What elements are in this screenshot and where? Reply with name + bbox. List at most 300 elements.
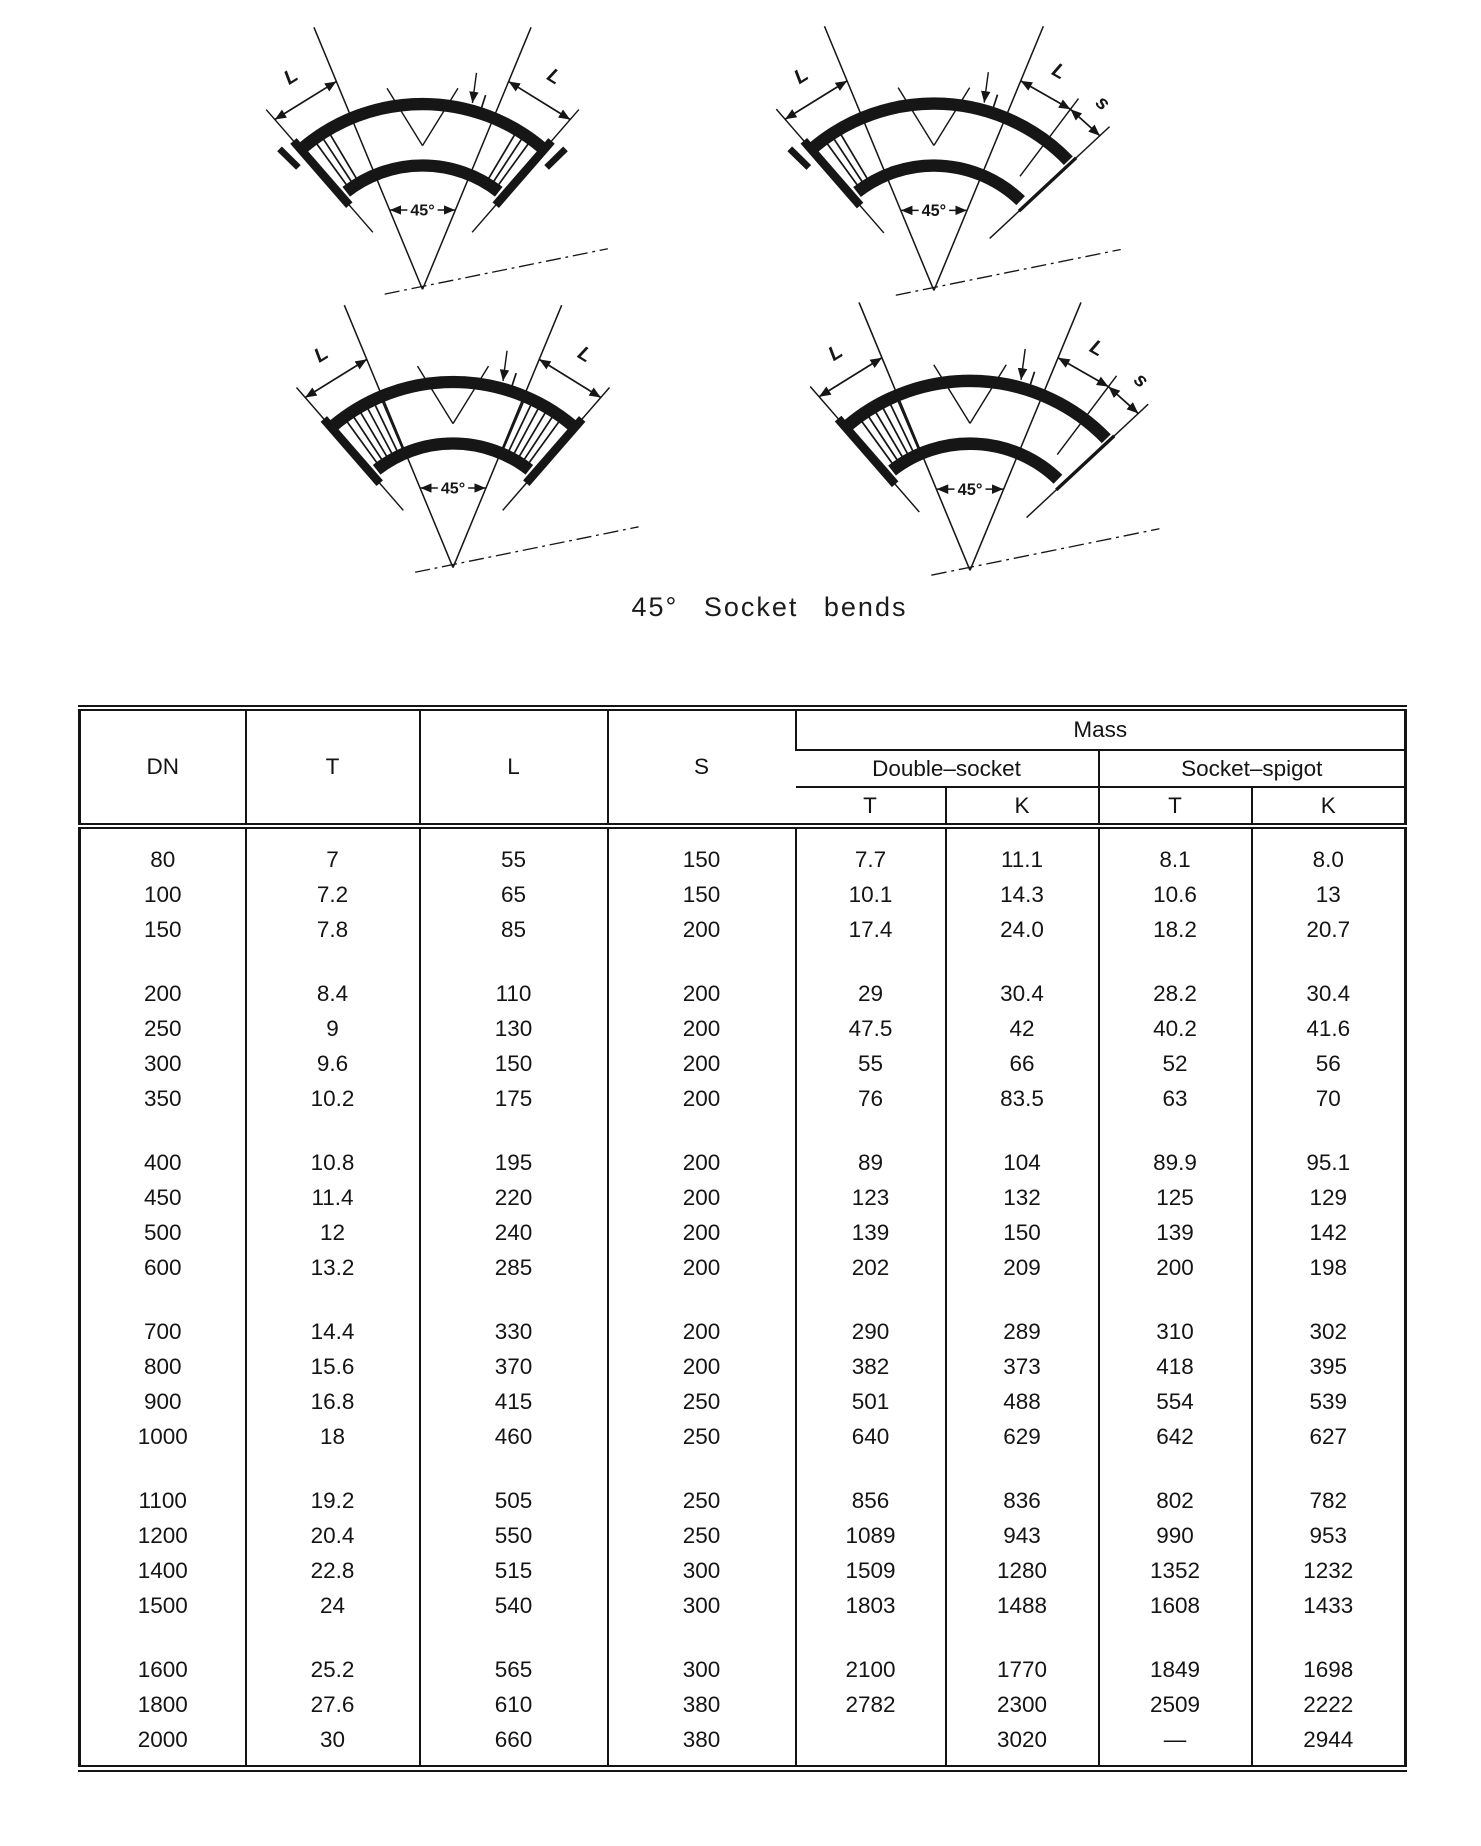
cell-ss-t: 1352 bbox=[1099, 1553, 1252, 1588]
spacer-cell bbox=[420, 1285, 608, 1314]
spacer-cell bbox=[608, 947, 796, 976]
cell-l: 175 bbox=[420, 1081, 608, 1116]
cell-ds-t: 290 bbox=[796, 1314, 946, 1349]
cell-dn: 1000 bbox=[137, 1423, 188, 1449]
cell-s: 250 bbox=[608, 1483, 796, 1518]
cell-ds-t: 1509 bbox=[796, 1553, 946, 1588]
dim-right-label: L bbox=[573, 342, 596, 368]
cell-ds-k: 132 bbox=[946, 1180, 1099, 1215]
cell-ss-k: 1232 bbox=[1252, 1553, 1406, 1588]
cell-dn: 1600 bbox=[137, 1656, 188, 1682]
cell-ds-k: 488 bbox=[946, 1384, 1099, 1419]
cell-dn: 800 bbox=[143, 1353, 182, 1379]
cell-t: 11.4 bbox=[246, 1180, 420, 1215]
cell-ds-k: 104 bbox=[946, 1145, 1099, 1180]
cell-ds-k: 629 bbox=[946, 1419, 1099, 1454]
cell-ss-t: — bbox=[1099, 1722, 1252, 1757]
angle-leg-right bbox=[423, 27, 532, 289]
spacer-cell bbox=[608, 1757, 796, 1768]
cell-t: 13.2 bbox=[246, 1250, 420, 1285]
cell-ss-k: 198 bbox=[1252, 1250, 1406, 1285]
cell-dn: 200 bbox=[143, 980, 182, 1006]
right-socket-ring bbox=[500, 394, 527, 457]
inner-wall bbox=[857, 166, 1021, 201]
cell-ss-k: 8.0 bbox=[1252, 842, 1406, 877]
cell-s: 200 bbox=[608, 1180, 796, 1215]
diagram-double-socket-bend-1 bbox=[205, 14, 640, 300]
spacer-cell bbox=[608, 1623, 796, 1652]
angle-leg-left bbox=[824, 26, 933, 290]
spacer-row bbox=[80, 1454, 1406, 1483]
spacer-cell bbox=[796, 1454, 946, 1483]
diagram-double-socket-bend-2 bbox=[232, 293, 674, 577]
angle-leg-left bbox=[314, 27, 423, 289]
cell-s: 250 bbox=[608, 1384, 796, 1419]
cell-ss-t: 990 bbox=[1099, 1518, 1252, 1553]
spacer-cell bbox=[420, 1623, 608, 1652]
cell-ss-t: 10.6 bbox=[1099, 877, 1252, 912]
cell-t: 12 bbox=[246, 1215, 420, 1250]
cell-ds-k: 209 bbox=[946, 1250, 1099, 1285]
cell-l: 515 bbox=[420, 1553, 608, 1588]
cell-s: 200 bbox=[608, 1046, 796, 1081]
spacer-cell bbox=[420, 1116, 608, 1145]
cell-s: 150 bbox=[608, 877, 796, 912]
dim-right-label: L bbox=[543, 64, 565, 90]
col-header-ds-t: T bbox=[796, 787, 946, 826]
cell-l: 285 bbox=[420, 1250, 608, 1285]
cell-s: 250 bbox=[608, 1419, 796, 1454]
cell-dn: 300 bbox=[143, 1050, 182, 1076]
cell-dn: 1200 bbox=[137, 1522, 188, 1548]
cell-ds-t: 501 bbox=[796, 1384, 946, 1419]
dim-left-label: L bbox=[824, 340, 847, 366]
cell-t: 7 bbox=[246, 842, 420, 877]
cell-ss-k: 953 bbox=[1252, 1518, 1406, 1553]
col-header-ds-k: K bbox=[946, 787, 1099, 826]
cell-ds-k: 66 bbox=[946, 1046, 1099, 1081]
centerline bbox=[415, 527, 638, 572]
bend-drawing bbox=[232, 293, 674, 577]
cell-ss-t: 89.9 bbox=[1099, 1145, 1252, 1180]
thickness-tick bbox=[512, 373, 517, 387]
cell-ds-k: 14.3 bbox=[946, 877, 1099, 912]
angle-label: 45° bbox=[957, 480, 983, 499]
spacer-cell bbox=[1099, 1757, 1252, 1768]
spacer-cell bbox=[80, 1285, 246, 1314]
cell-ds-t: 7.7 bbox=[796, 842, 946, 877]
table-row bbox=[80, 1553, 1406, 1588]
joint-line-left bbox=[898, 88, 934, 146]
joint-line-right bbox=[970, 365, 1006, 424]
spacer-cell bbox=[1252, 1285, 1406, 1314]
joint-line-left bbox=[934, 365, 970, 424]
joint-line-right bbox=[453, 366, 489, 423]
table-row bbox=[80, 1687, 1406, 1722]
angle-label: 45° bbox=[410, 201, 435, 220]
dimensions-table bbox=[78, 705, 1407, 1772]
cell-dn: 80 bbox=[150, 846, 176, 872]
dim-right-line bbox=[539, 359, 601, 397]
dim-left-label: L bbox=[790, 63, 813, 89]
cell-s: 200 bbox=[608, 1145, 796, 1180]
cell-ds-t: 89 bbox=[796, 1145, 946, 1180]
col-header-l: L bbox=[420, 708, 608, 826]
cell-ss-k: 129 bbox=[1252, 1180, 1406, 1215]
cell-ds-t: 55 bbox=[796, 1046, 946, 1081]
spacer-cell bbox=[1099, 947, 1252, 976]
cell-s: 200 bbox=[608, 1011, 796, 1046]
cell-l: 55 bbox=[420, 842, 608, 877]
cell-t: 25.2 bbox=[246, 1652, 420, 1687]
cell-t: 30 bbox=[246, 1722, 420, 1757]
table-row bbox=[80, 1250, 1406, 1285]
joint-line-left bbox=[417, 366, 453, 423]
cell-s: 300 bbox=[608, 1652, 796, 1687]
spacer-cell bbox=[946, 1285, 1099, 1314]
cell-ss-k: 70 bbox=[1252, 1081, 1406, 1116]
cell-ss-k: 142 bbox=[1252, 1215, 1406, 1250]
table-row bbox=[80, 1314, 1406, 1349]
cell-dn: 1500 bbox=[137, 1592, 188, 1618]
thickness-tick bbox=[993, 95, 998, 110]
cell-t: 22.8 bbox=[246, 1553, 420, 1588]
cell-ds-t: 2100 bbox=[796, 1652, 946, 1687]
spacer-cell bbox=[1252, 1454, 1406, 1483]
cell-ss-t: 40.2 bbox=[1099, 1011, 1252, 1046]
cell-dn: 400 bbox=[143, 1149, 182, 1175]
right-socket-ring bbox=[515, 406, 550, 465]
cell-dn: 450 bbox=[143, 1184, 182, 1210]
cell-ss-k: 1698 bbox=[1252, 1652, 1406, 1687]
cell-l: 85 bbox=[420, 912, 608, 947]
spacer-cell bbox=[796, 1285, 946, 1314]
joint-line-left bbox=[387, 88, 422, 145]
cell-ds-t: 1803 bbox=[796, 1588, 946, 1623]
cell-l: 65 bbox=[420, 877, 608, 912]
spacer-cell bbox=[246, 947, 420, 976]
spacer-row bbox=[80, 1757, 1406, 1768]
spacer-cell bbox=[420, 947, 608, 976]
table-header bbox=[80, 708, 1406, 826]
spacer-cell bbox=[1099, 1285, 1252, 1314]
right-flange-tab bbox=[547, 149, 566, 168]
spacer-cell bbox=[420, 826, 608, 842]
spacer-cell bbox=[246, 1623, 420, 1652]
spacer-cell bbox=[1099, 1116, 1252, 1145]
cell-t: 9 bbox=[246, 1011, 420, 1046]
table-row bbox=[80, 912, 1406, 947]
right-socket-ring bbox=[484, 128, 519, 186]
cell-ss-t: 802 bbox=[1099, 1483, 1252, 1518]
spacer-cell bbox=[246, 1285, 420, 1314]
cell-l: 130 bbox=[420, 1011, 608, 1046]
table-row bbox=[80, 877, 1406, 912]
table-row bbox=[80, 1046, 1406, 1081]
cell-dn: 150 bbox=[143, 916, 182, 942]
spacer-cell bbox=[1099, 826, 1252, 842]
table-body bbox=[80, 826, 1406, 1768]
cell-l: 370 bbox=[420, 1349, 608, 1384]
spacer-cell bbox=[1099, 1454, 1252, 1483]
angle-leg-right bbox=[453, 305, 562, 567]
table-row bbox=[80, 1384, 1406, 1419]
bend-drawing bbox=[700, 14, 1225, 300]
cell-ds-t: 2782 bbox=[796, 1687, 946, 1722]
cell-ss-t: 200 bbox=[1099, 1250, 1252, 1285]
spacer-row bbox=[80, 1285, 1406, 1314]
cell-ds-t: 139 bbox=[796, 1215, 946, 1250]
spacer-cell bbox=[946, 1623, 1099, 1652]
joint-line-right bbox=[423, 88, 458, 145]
spacer-cell bbox=[420, 1757, 608, 1768]
spacer-cell bbox=[80, 947, 246, 976]
cell-l: 660 bbox=[420, 1722, 608, 1757]
thickness-tick bbox=[1030, 372, 1035, 387]
cell-l: 150 bbox=[420, 1046, 608, 1081]
cell-ds-t: 1089 bbox=[796, 1518, 946, 1553]
cell-ds-t: 856 bbox=[796, 1483, 946, 1518]
cell-l: 415 bbox=[420, 1384, 608, 1419]
cell-s: 200 bbox=[608, 1081, 796, 1116]
spacer-row bbox=[80, 1623, 1406, 1652]
thickness-arrow bbox=[472, 73, 476, 103]
cell-ds-t: 640 bbox=[796, 1419, 946, 1454]
cell-t: 7.2 bbox=[246, 877, 420, 912]
outer-wall bbox=[303, 104, 541, 147]
spacer-cell bbox=[796, 947, 946, 976]
cell-ss-k: 20.7 bbox=[1252, 912, 1406, 947]
spacer-row bbox=[80, 826, 1406, 842]
col-header-ss-t: T bbox=[1099, 787, 1252, 826]
cell-l: 540 bbox=[420, 1588, 608, 1623]
cell-ss-t: 554 bbox=[1099, 1384, 1252, 1419]
cell-ds-t: 382 bbox=[796, 1349, 946, 1384]
cell-l: 330 bbox=[420, 1314, 608, 1349]
cell-ss-k: 2944 bbox=[1252, 1722, 1406, 1757]
centerline bbox=[931, 529, 1159, 575]
cell-t: 10.8 bbox=[246, 1145, 420, 1180]
thickness-arrow bbox=[1021, 349, 1025, 380]
spacer-cell bbox=[80, 1454, 246, 1483]
cell-s: 250 bbox=[608, 1518, 796, 1553]
cell-s: 200 bbox=[608, 1215, 796, 1250]
cell-dn: 500 bbox=[143, 1219, 182, 1245]
left-socket-ring bbox=[357, 406, 392, 465]
cell-ss-k: 56 bbox=[1252, 1046, 1406, 1081]
cell-dn: 2000 bbox=[137, 1726, 188, 1752]
cell-ds-t: 123 bbox=[796, 1180, 946, 1215]
cell-t: 24 bbox=[246, 1588, 420, 1623]
cell-t: 27.6 bbox=[246, 1687, 420, 1722]
cell-ds-k: 11.1 bbox=[946, 842, 1099, 877]
col-header-socket-spigot: Socket–spigot bbox=[1099, 750, 1406, 787]
table-row bbox=[80, 976, 1406, 1011]
cell-ds-k: 289 bbox=[946, 1314, 1099, 1349]
table-row bbox=[80, 1081, 1406, 1116]
spacer-cell bbox=[608, 1454, 796, 1483]
cell-ds-k: 24.0 bbox=[946, 912, 1099, 947]
cell-s: 200 bbox=[608, 1314, 796, 1349]
spacer-cell bbox=[80, 1623, 246, 1652]
cell-ds-t: 202 bbox=[796, 1250, 946, 1285]
table-row bbox=[80, 1483, 1406, 1518]
cell-t: 9.6 bbox=[246, 1046, 420, 1081]
cell-dn: 100 bbox=[143, 881, 182, 907]
cell-l: 505 bbox=[420, 1483, 608, 1518]
cell-dn: 350 bbox=[143, 1085, 182, 1111]
cell-ss-k: 782 bbox=[1252, 1483, 1406, 1518]
left-socket-ring bbox=[326, 128, 361, 186]
cell-s: 300 bbox=[608, 1588, 796, 1623]
angle-leg-left bbox=[344, 305, 453, 567]
table-row bbox=[80, 1588, 1406, 1623]
diagram-socket-spigot-bend-1 bbox=[700, 14, 1225, 300]
inner-wall bbox=[346, 166, 499, 192]
spacer-cell bbox=[608, 1285, 796, 1314]
angle-leg-left bbox=[859, 302, 970, 570]
cell-ds-t: 10.1 bbox=[796, 877, 946, 912]
angle-leg-right bbox=[934, 26, 1043, 290]
figure-caption: 45° Socket bends bbox=[631, 592, 908, 622]
dim-spigot-label: s bbox=[1090, 91, 1114, 116]
cell-s: 150 bbox=[608, 842, 796, 877]
cell-ds-t: 29 bbox=[796, 976, 946, 1011]
cell-t: 10.2 bbox=[246, 1081, 420, 1116]
cell-l: 610 bbox=[420, 1687, 608, 1722]
table-row bbox=[80, 1145, 1406, 1180]
col-header-mass: Mass bbox=[796, 708, 1406, 750]
cell-dn: 600 bbox=[143, 1254, 182, 1280]
cell-dn: 700 bbox=[143, 1318, 182, 1344]
cell-ds-k: 83.5 bbox=[946, 1081, 1099, 1116]
table-row bbox=[80, 1349, 1406, 1384]
thickness-tick bbox=[481, 95, 486, 109]
cell-ss-t: 63 bbox=[1099, 1081, 1252, 1116]
cell-s: 200 bbox=[608, 1349, 796, 1384]
dim-left-line bbox=[305, 359, 367, 397]
table-row bbox=[80, 1518, 1406, 1553]
spacer-cell bbox=[946, 1116, 1099, 1145]
thickness-arrow bbox=[984, 72, 988, 102]
col-header-dn: DN bbox=[80, 708, 246, 826]
dim-left-line bbox=[275, 81, 337, 119]
spacer-cell bbox=[946, 826, 1099, 842]
cell-ss-t: 139 bbox=[1099, 1215, 1252, 1250]
inner-wall bbox=[892, 444, 1058, 480]
cell-ds-t: 47.5 bbox=[796, 1011, 946, 1046]
thickness-arrow bbox=[503, 351, 507, 381]
left-flange-tab bbox=[280, 149, 299, 168]
spacer-cell bbox=[420, 1454, 608, 1483]
spacer-cell bbox=[796, 826, 946, 842]
dim-right-label: L bbox=[1048, 59, 1070, 85]
spacer-cell bbox=[246, 1454, 420, 1483]
cell-ds-t bbox=[796, 1722, 946, 1757]
cell-ss-t: 125 bbox=[1099, 1180, 1252, 1215]
cell-ss-k: 627 bbox=[1252, 1419, 1406, 1454]
spacer-cell bbox=[1252, 1116, 1406, 1145]
cell-ss-t: 8.1 bbox=[1099, 842, 1252, 877]
cell-ss-t: 642 bbox=[1099, 1419, 1252, 1454]
dim-left-label: L bbox=[280, 64, 302, 90]
spacer-cell bbox=[1252, 947, 1406, 976]
spacer-cell bbox=[796, 1757, 946, 1768]
cell-ss-k: 2222 bbox=[1252, 1687, 1406, 1722]
spacer-cell bbox=[246, 1757, 420, 1768]
cell-l: 220 bbox=[420, 1180, 608, 1215]
cell-l: 565 bbox=[420, 1652, 608, 1687]
cell-s: 200 bbox=[608, 912, 796, 947]
cell-ss-t: 28.2 bbox=[1099, 976, 1252, 1011]
spacer-cell bbox=[796, 1116, 946, 1145]
cell-ss-t: 1608 bbox=[1099, 1588, 1252, 1623]
dim-spigot-line bbox=[1108, 387, 1138, 414]
table-row bbox=[80, 1180, 1406, 1215]
spacer-row bbox=[80, 1116, 1406, 1145]
cell-ss-t: 1849 bbox=[1099, 1652, 1252, 1687]
col-header-ss-k: K bbox=[1252, 787, 1406, 826]
spacer-cell bbox=[1252, 1623, 1406, 1652]
cell-ds-k: 150 bbox=[946, 1215, 1099, 1250]
cell-ss-k: 395 bbox=[1252, 1349, 1406, 1384]
cell-ds-k: 943 bbox=[946, 1518, 1099, 1553]
spacer-cell bbox=[608, 1116, 796, 1145]
cell-ds-k: 1770 bbox=[946, 1652, 1099, 1687]
cell-ss-k: 13 bbox=[1252, 877, 1406, 912]
cell-dn: 1100 bbox=[138, 1487, 187, 1513]
cell-l: 240 bbox=[420, 1215, 608, 1250]
cell-ss-k: 1433 bbox=[1252, 1588, 1406, 1623]
angle-leg-right bbox=[970, 302, 1081, 570]
centerline bbox=[385, 249, 608, 294]
outer-wall bbox=[334, 382, 573, 425]
table-row bbox=[80, 1722, 1406, 1757]
spacer-cell bbox=[946, 1757, 1099, 1768]
cell-ss-t: 310 bbox=[1099, 1314, 1252, 1349]
cell-ds-k: 3020 bbox=[946, 1722, 1099, 1757]
cell-l: 460 bbox=[420, 1419, 608, 1454]
cell-t: 15.6 bbox=[246, 1349, 420, 1384]
cell-dn: 1800 bbox=[137, 1691, 188, 1717]
cell-ds-k: 1488 bbox=[946, 1588, 1099, 1623]
table-row bbox=[80, 1652, 1406, 1687]
table-row bbox=[80, 1011, 1406, 1046]
cell-t: 14.4 bbox=[246, 1314, 420, 1349]
cell-ss-t: 418 bbox=[1099, 1349, 1252, 1384]
cell-s: 380 bbox=[608, 1687, 796, 1722]
dim-right-line bbox=[1021, 81, 1071, 109]
cell-l: 195 bbox=[420, 1145, 608, 1180]
cell-ss-t: 2509 bbox=[1099, 1687, 1252, 1722]
cell-s: 300 bbox=[608, 1553, 796, 1588]
spacer-row bbox=[80, 947, 1406, 976]
cell-ds-k: 42 bbox=[946, 1011, 1099, 1046]
spacer-cell bbox=[80, 826, 246, 842]
cell-ss-t: 18.2 bbox=[1099, 912, 1252, 947]
cell-s: 380 bbox=[608, 1722, 796, 1757]
dim-left-label: L bbox=[310, 342, 333, 368]
cell-dn: 250 bbox=[143, 1015, 182, 1041]
cell-ds-k: 373 bbox=[946, 1349, 1099, 1384]
cell-t: 16.8 bbox=[246, 1384, 420, 1419]
table-row bbox=[80, 1419, 1406, 1454]
spacer-cell bbox=[946, 947, 1099, 976]
cell-ds-k: 30.4 bbox=[946, 976, 1099, 1011]
joint-line-right bbox=[934, 88, 970, 146]
spacer-cell bbox=[1252, 826, 1406, 842]
dim-spigot-line bbox=[1070, 109, 1099, 135]
